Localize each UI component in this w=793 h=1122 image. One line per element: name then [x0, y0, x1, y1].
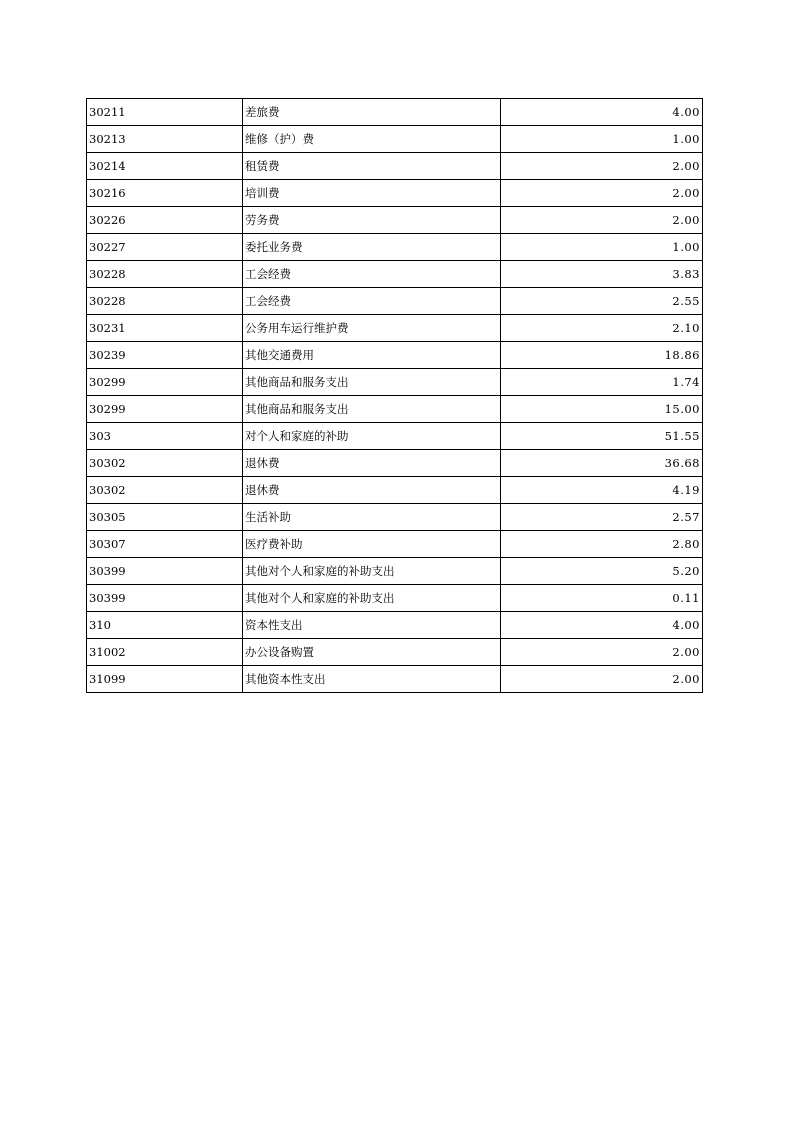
item-amount-cell: 4.19 [501, 477, 703, 504]
table-row [87, 504, 703, 531]
item-amount-cell: 2.00 [501, 207, 703, 234]
table-row [87, 315, 703, 342]
item-name-cell: 委托业务费 [243, 234, 501, 261]
item-name-cell: 劳务费 [243, 207, 501, 234]
item-name-cell: 租赁费 [243, 153, 501, 180]
item-code-cell: 30239 [87, 342, 243, 369]
table-row [87, 153, 703, 180]
item-name-cell: 培训费 [243, 180, 501, 207]
item-name-cell: 其他交通费用 [243, 342, 501, 369]
item-amount-cell: 2.00 [501, 180, 703, 207]
item-amount-cell: 5.20 [501, 558, 703, 585]
item-code-cell: 30227 [87, 234, 243, 261]
item-code-cell: 30302 [87, 450, 243, 477]
table-row [87, 477, 703, 504]
table-row [87, 612, 703, 639]
item-name-cell: 退休费 [243, 477, 501, 504]
item-name-cell: 资本性支出 [243, 612, 501, 639]
item-name-cell: 其他对个人和家庭的补助支出 [243, 585, 501, 612]
item-amount-cell: 36.68 [501, 450, 703, 477]
item-code-cell: 30216 [87, 180, 243, 207]
item-code-cell: 31002 [87, 639, 243, 666]
item-code-cell: 31099 [87, 666, 243, 693]
item-code-cell: 30302 [87, 477, 243, 504]
table-row [87, 207, 703, 234]
item-amount-cell: 2.00 [501, 666, 703, 693]
table-row [87, 261, 703, 288]
item-name-cell: 生活补助 [243, 504, 501, 531]
item-name-cell: 对个人和家庭的补助 [243, 423, 501, 450]
item-code-cell: 30228 [87, 288, 243, 315]
item-code-cell: 30226 [87, 207, 243, 234]
item-name-cell: 医疗费补助 [243, 531, 501, 558]
item-code-cell: 30305 [87, 504, 243, 531]
table-row [87, 234, 703, 261]
table-row [87, 99, 703, 126]
item-name-cell: 其他商品和服务支出 [243, 369, 501, 396]
item-name-cell: 工会经费 [243, 261, 501, 288]
table-row [87, 639, 703, 666]
item-name-cell: 办公设备购置 [243, 639, 501, 666]
table-row [87, 450, 703, 477]
table-row [87, 558, 703, 585]
table-row [87, 666, 703, 693]
table-row [87, 288, 703, 315]
item-code-cell: 30214 [87, 153, 243, 180]
item-amount-cell: 0.11 [501, 585, 703, 612]
item-amount-cell: 2.57 [501, 504, 703, 531]
item-code-cell: 30307 [87, 531, 243, 558]
item-amount-cell: 18.86 [501, 342, 703, 369]
item-amount-cell: 4.00 [501, 612, 703, 639]
item-code-cell: 30213 [87, 126, 243, 153]
item-code-cell: 30231 [87, 315, 243, 342]
table-row [87, 342, 703, 369]
item-code-cell: 310 [87, 612, 243, 639]
item-amount-cell: 2.00 [501, 153, 703, 180]
expenditure-table [86, 98, 703, 693]
item-code-cell: 30228 [87, 261, 243, 288]
table-row [87, 396, 703, 423]
item-amount-cell: 2.80 [501, 531, 703, 558]
item-name-cell: 公务用车运行维护费 [243, 315, 501, 342]
item-name-cell: 其他商品和服务支出 [243, 396, 501, 423]
table-row [87, 369, 703, 396]
item-amount-cell: 2.00 [501, 639, 703, 666]
item-code-cell: 30299 [87, 396, 243, 423]
table-row [87, 585, 703, 612]
item-amount-cell: 2.10 [501, 315, 703, 342]
item-name-cell: 其他对个人和家庭的补助支出 [243, 558, 501, 585]
item-code-cell: 30211 [87, 99, 243, 126]
item-name-cell: 工会经费 [243, 288, 501, 315]
item-name-cell: 退休费 [243, 450, 501, 477]
table-row [87, 126, 703, 153]
item-name-cell: 其他资本性支出 [243, 666, 501, 693]
table-row [87, 423, 703, 450]
table-row [87, 180, 703, 207]
item-amount-cell: 1.00 [501, 234, 703, 261]
table-body [87, 99, 703, 693]
table-row [87, 531, 703, 558]
item-amount-cell: 15.00 [501, 396, 703, 423]
item-amount-cell: 1.00 [501, 126, 703, 153]
item-code-cell: 303 [87, 423, 243, 450]
item-amount-cell: 3.83 [501, 261, 703, 288]
item-amount-cell: 1.74 [501, 369, 703, 396]
item-name-cell: 差旅费 [243, 99, 501, 126]
item-name-cell: 维修（护）费 [243, 126, 501, 153]
item-code-cell: 30299 [87, 369, 243, 396]
item-code-cell: 30399 [87, 585, 243, 612]
item-amount-cell: 51.55 [501, 423, 703, 450]
item-code-cell: 30399 [87, 558, 243, 585]
item-amount-cell: 2.55 [501, 288, 703, 315]
item-amount-cell: 4.00 [501, 99, 703, 126]
